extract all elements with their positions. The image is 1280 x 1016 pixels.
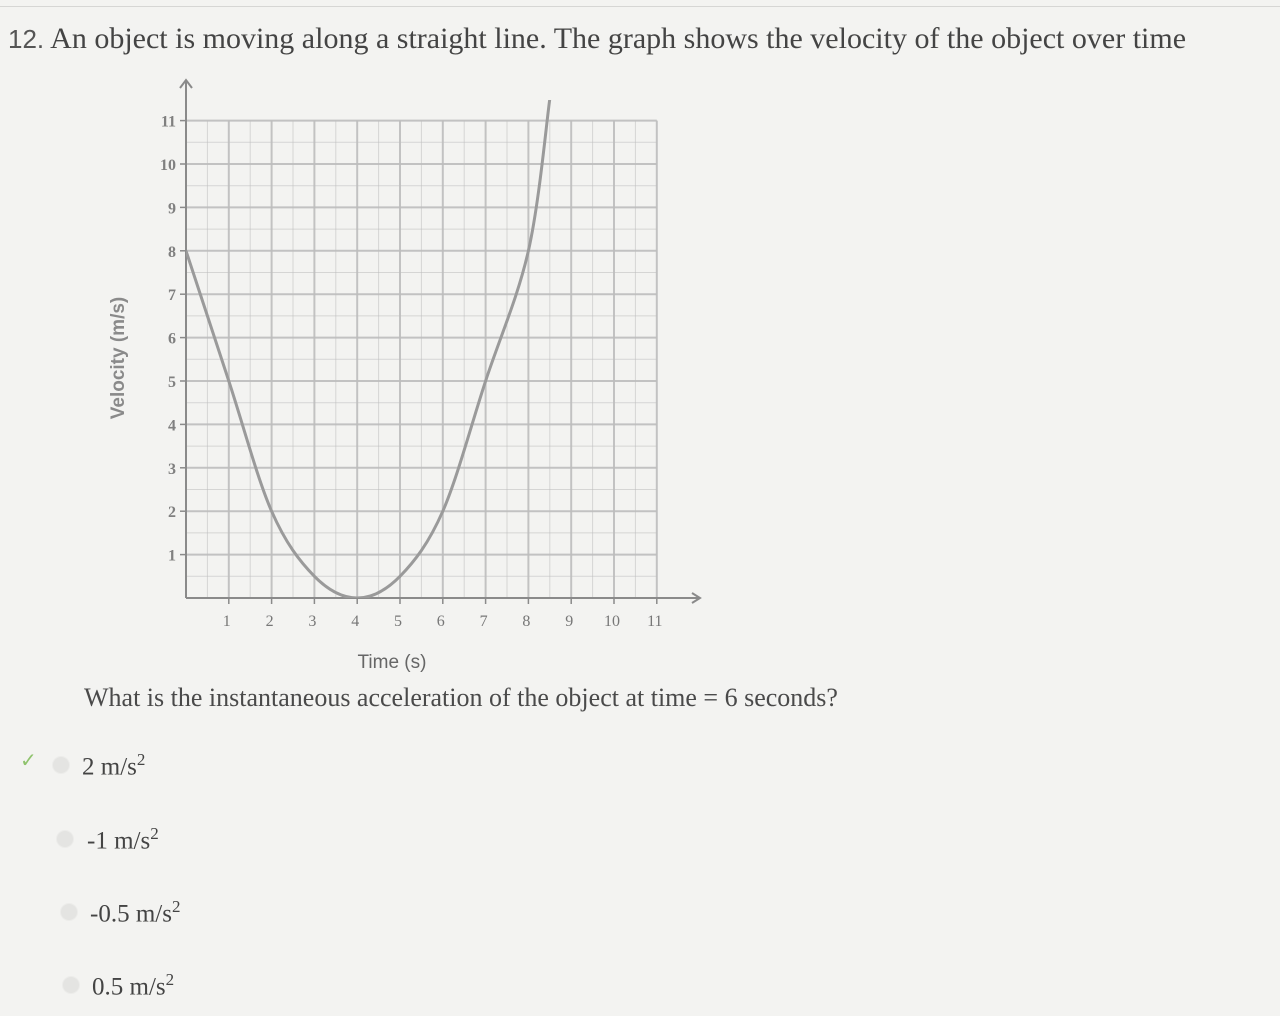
x-tick-label: 10 <box>604 613 620 630</box>
choice-label: -1 m/s <box>87 827 151 855</box>
chart-tick-labels <box>160 114 663 630</box>
choice-label: -0.5 m/s <box>90 900 172 928</box>
x-tick-label: 3 <box>308 613 317 630</box>
x-tick-label: 9 <box>565 613 574 630</box>
y-tick-label: 9 <box>168 200 176 218</box>
chart-axes <box>180 80 700 604</box>
x-tick-label: 7 <box>479 613 488 630</box>
y-tick-label: 11 <box>160 113 176 131</box>
x-axis-label: Time (s) <box>357 652 427 673</box>
x-tick-label: 1 <box>222 613 231 630</box>
x-tick-label: 4 <box>351 613 360 630</box>
y-tick-label: 4 <box>168 417 176 435</box>
y-axis-label: Velocity (m/s) <box>108 296 129 420</box>
y-tick-label: 3 <box>168 460 176 478</box>
choice-label: 0.5 m/s <box>92 973 166 1001</box>
choice-exponent: 2 <box>171 897 181 916</box>
answer-choice[interactable] <box>0 895 400 935</box>
question-number: 12. <box>8 24 45 54</box>
x-tick-label: 2 <box>265 613 274 630</box>
x-tick-label: 5 <box>394 613 402 630</box>
y-tick-label: 1 <box>168 547 176 565</box>
radio-button[interactable] <box>52 756 70 774</box>
chart-grid <box>186 121 657 598</box>
y-tick-label: 8 <box>168 243 176 261</box>
choice-exponent: 2 <box>165 970 175 989</box>
question-prompt: What is the instantaneous acceleration of the object at time = 6 seconds? <box>84 683 838 712</box>
x-tick-label: 6 <box>436 613 445 630</box>
answer-choice[interactable] <box>0 968 400 1008</box>
chart-series <box>186 99 550 598</box>
radio-button[interactable] <box>62 976 80 994</box>
velocity-curve <box>186 99 550 598</box>
radio-button[interactable] <box>56 830 74 848</box>
choice-exponent: 2 <box>136 750 146 769</box>
answer-choice[interactable] <box>0 822 400 862</box>
y-tick-label: 10 <box>160 157 176 174</box>
checkmark-icon: ✓ <box>20 748 37 772</box>
y-tick-label: 6 <box>168 330 176 348</box>
y-tick-label: 5 <box>168 374 176 391</box>
choice-label: 2 m/s <box>82 753 137 781</box>
x-tick-label: 8 <box>522 613 531 630</box>
question-text: An object is moving along a straight line. The graph shows the velocity of the object over time <box>50 22 1187 55</box>
choice-exponent: 2 <box>150 824 159 843</box>
y-tick-label: 2 <box>168 504 176 522</box>
y-tick-label: 7 <box>168 287 176 305</box>
answer-choice[interactable] <box>0 748 400 788</box>
radio-button[interactable] <box>60 903 78 921</box>
x-tick-label: 11 <box>647 613 663 630</box>
